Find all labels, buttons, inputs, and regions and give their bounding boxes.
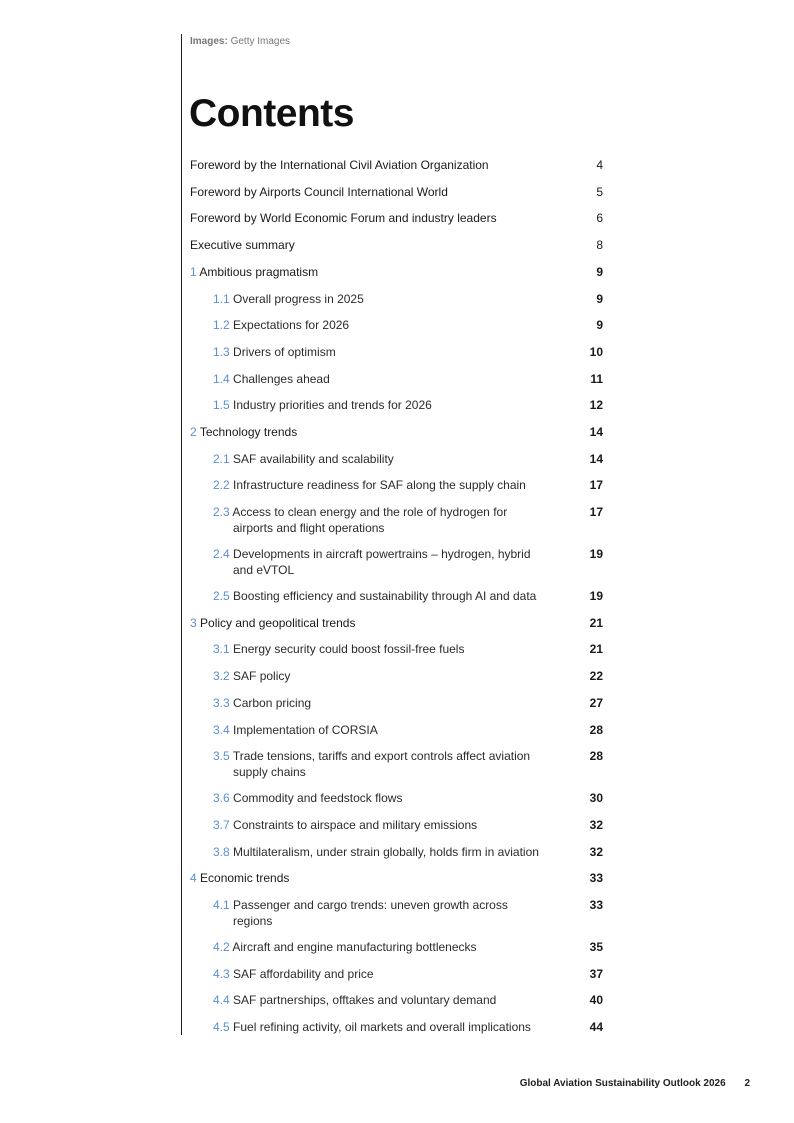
toc-entry-label: Developments in aircraft powertrains – hydrogen, hybrid: [233, 547, 531, 561]
toc-section-number: 3: [190, 616, 197, 630]
toc-page-number[interactable]: 17: [589, 478, 603, 492]
toc-entry-label: Expectations for 2026: [233, 318, 350, 332]
image-credit-value: Getty Images: [230, 36, 291, 47]
toc-section-number: 1.5: [213, 398, 230, 412]
toc-section-number: 4.2: [213, 940, 230, 954]
toc-entry-label: Drivers of optimism: [233, 345, 336, 359]
toc-entry-label: Ambitious pragmatism: [199, 265, 319, 279]
toc-section-number: 4.4: [213, 993, 230, 1007]
toc-entry-label: Fuel refining activity, oil markets and overall implications: [233, 1020, 531, 1034]
toc-page-number[interactable]: 21: [589, 616, 603, 630]
toc-entry-label: Energy security could boost fossil-free fuels: [233, 642, 465, 656]
toc-entry-label: Boosting efficiency and sustainability through AI and data: [233, 589, 537, 603]
page-footer: [460, 1078, 750, 1089]
toc-entry-label: Executive summary: [190, 238, 295, 252]
toc-entry-label: Foreword by the International Civil Aviation Organization: [190, 158, 489, 172]
toc-page-number[interactable]: 9: [596, 265, 603, 279]
toc-section-number: 3.4: [213, 723, 230, 737]
toc-section-number: 2: [190, 425, 197, 439]
toc-page-number[interactable]: 22: [589, 669, 603, 683]
toc-section-number: 4: [190, 871, 197, 885]
toc-entry-label: Policy and geopolitical trends: [200, 616, 356, 630]
toc-page-number[interactable]: 32: [589, 818, 603, 832]
toc-section-number: 3.2: [213, 669, 230, 683]
toc-entry-label: SAF partnerships, offtakes and voluntary demand: [233, 993, 497, 1007]
toc-section-number: 4.3: [213, 967, 230, 981]
toc-page-number[interactable]: 5: [596, 185, 603, 199]
toc-section-number: 2.3: [213, 505, 230, 519]
footer-document-title: Global Aviation Sustainability Outlook 2026: [519, 1078, 726, 1089]
toc-entry-label: Carbon pricing: [233, 696, 312, 710]
toc-section-number: 2.5: [213, 589, 230, 603]
toc-page-number[interactable]: 14: [589, 425, 603, 439]
toc-page-number[interactable]: 17: [589, 505, 603, 519]
toc-page-number[interactable]: 14: [589, 452, 603, 466]
toc-section-number: 3.7: [213, 818, 230, 832]
toc-section-number: 1.3: [213, 345, 230, 359]
toc-entry-label: Constraints to airspace and military emissions: [233, 818, 478, 832]
toc-section-number: 3.5: [213, 749, 230, 763]
toc-page-number[interactable]: 12: [589, 398, 603, 412]
toc-page-number[interactable]: 6: [596, 211, 603, 225]
toc-entry-label: Trade tensions, tariffs and export controls affect aviation: [232, 749, 531, 763]
toc-page-number[interactable]: 21: [589, 642, 603, 656]
margin-rule: [181, 34, 182, 1035]
footer-page-number: 2: [744, 1078, 750, 1089]
toc-page-number[interactable]: 28: [589, 749, 603, 763]
toc-entry-label-continued: airports and flight operations: [233, 520, 385, 535]
toc-entry-label-continued: and eVTOL: [233, 562, 295, 577]
toc-entry-label: Foreword by World Economic Forum and industry leaders: [190, 211, 497, 225]
toc-section-number: 1.4: [213, 372, 230, 386]
toc-page-number[interactable]: 27: [589, 696, 603, 710]
toc-page-number[interactable]: 30: [589, 791, 603, 805]
toc-entry-label: SAF policy: [233, 669, 291, 683]
toc-section-number: 2.2: [213, 478, 230, 492]
toc-section-number: 3.6: [213, 791, 230, 805]
toc-section-number: 4.1: [213, 898, 230, 912]
toc-entry-label: Commodity and feedstock flows: [233, 791, 403, 805]
toc-page-number[interactable]: 37: [589, 967, 603, 981]
toc-entry-label: Infrastructure readiness for SAF along the supply chain: [233, 478, 526, 492]
toc-page-number[interactable]: 10: [589, 345, 603, 359]
toc-entry-label: Industry priorities and trends for 2026: [233, 398, 432, 412]
toc-section-number: 1.2: [213, 318, 230, 332]
toc-entry-label: Aircraft and engine manufacturing bottlenecks: [232, 940, 477, 954]
image-credit-label: Images:: [190, 36, 228, 47]
toc-section-number: 2.1: [213, 452, 230, 466]
toc-entry-label: Passenger and cargo trends: uneven growth across: [233, 898, 508, 912]
toc-page-number[interactable]: 9: [596, 318, 603, 332]
toc-entry-label: Technology trends: [199, 425, 298, 439]
toc-entry-label: Multilateralism, under strain globally, holds firm in aviation: [233, 845, 539, 859]
toc-page-number[interactable]: 19: [589, 589, 603, 603]
toc-section-number: 3.1: [213, 642, 230, 656]
toc-page-number[interactable]: 44: [589, 1020, 603, 1034]
toc-entry-label: Challenges ahead: [233, 372, 330, 386]
toc-entry-label-continued: supply chains: [233, 764, 306, 779]
toc-entry-label: Foreword by Airports Council International World: [190, 185, 448, 199]
toc-section-number: 3.3: [213, 696, 230, 710]
toc-page-number[interactable]: 4: [596, 158, 603, 172]
toc-page-number[interactable]: 11: [590, 372, 603, 386]
toc-entry-label: Economic trends: [200, 871, 290, 885]
toc-section-number: 4.5: [213, 1020, 230, 1034]
toc-section-number: 1.1: [213, 292, 230, 306]
toc-section-number: 1: [190, 265, 197, 279]
toc-entry-label: SAF availability and scalability: [233, 452, 394, 466]
toc-page-number[interactable]: 40: [589, 993, 603, 1007]
image-credit: [190, 36, 290, 47]
toc-section-number: 3.8: [213, 845, 230, 859]
toc-page-number[interactable]: 33: [589, 898, 603, 912]
toc-page-number[interactable]: 33: [589, 871, 603, 885]
toc-page-number[interactable]: 35: [589, 940, 603, 954]
toc-page-number[interactable]: 28: [589, 723, 603, 737]
toc-entry-label: SAF affordability and price: [233, 967, 374, 981]
toc-page-number[interactable]: 32: [589, 845, 603, 859]
toc-page-number[interactable]: 8: [596, 238, 603, 252]
toc-entry-label-continued: regions: [233, 913, 273, 928]
toc-section-number: 2.4: [213, 547, 230, 561]
page-title: Contents: [189, 92, 354, 135]
toc-entry-label: Implementation of CORSIA: [233, 723, 378, 737]
toc-entry-label: Overall progress in 2025: [233, 292, 364, 306]
toc-page-number[interactable]: 19: [589, 547, 603, 561]
toc-entry-label: Access to clean energy and the role of hydrogen for: [232, 505, 508, 519]
toc-page-number[interactable]: 9: [596, 292, 603, 306]
